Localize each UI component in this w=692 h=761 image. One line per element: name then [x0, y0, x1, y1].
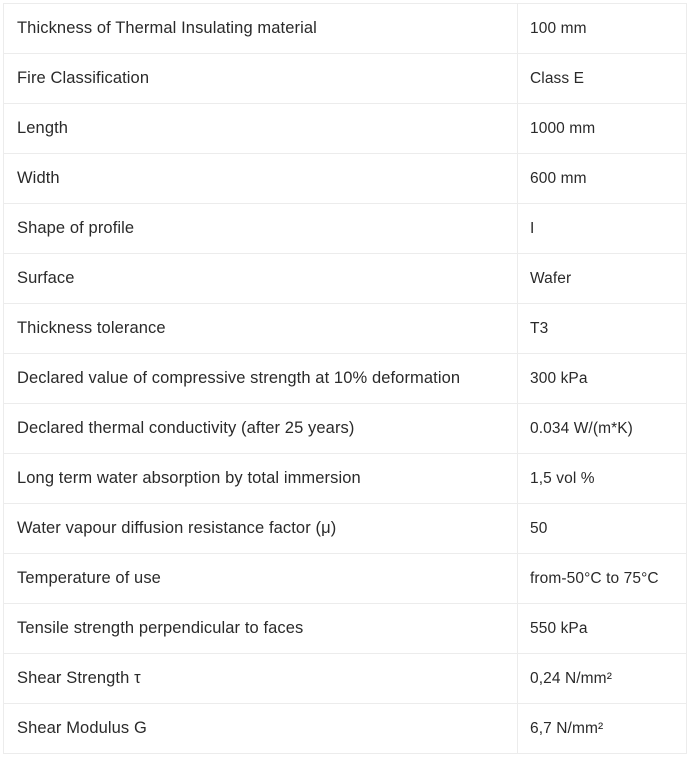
row-label: Declared value of compressive strength at 10% deformation: [4, 354, 518, 404]
row-value: 1000 mm: [518, 104, 687, 154]
row-value: T3: [518, 304, 687, 354]
table-row: [4, 304, 687, 354]
table-row: [4, 704, 687, 754]
row-label: Water vapour diffusion resistance factor (μ): [4, 504, 518, 554]
row-label: Shear Modulus G: [4, 704, 518, 754]
table-row: [4, 204, 687, 254]
row-value: 300 kPa: [518, 354, 687, 404]
row-label: Surface: [4, 254, 518, 304]
table-row: [4, 604, 687, 654]
table-row: [4, 454, 687, 504]
row-value: 550 kPa: [518, 604, 687, 654]
row-label: Temperature of use: [4, 554, 518, 604]
table-row: [4, 554, 687, 604]
row-value: 0,24 N/mm²: [518, 654, 687, 704]
row-value: Wafer: [518, 254, 687, 304]
table-row: [4, 4, 687, 54]
row-label: Shape of profile: [4, 204, 518, 254]
specifications-table: [3, 3, 687, 754]
row-value: 50: [518, 504, 687, 554]
row-value: 100 mm: [518, 4, 687, 54]
specifications-table-body: [4, 4, 687, 754]
row-label: Fire Classification: [4, 54, 518, 104]
row-value: 600 mm: [518, 154, 687, 204]
row-value: I: [518, 204, 687, 254]
row-label: Long term water absorption by total immersion: [4, 454, 518, 504]
row-label: Tensile strength perpendicular to faces: [4, 604, 518, 654]
table-row: [4, 404, 687, 454]
row-label: Thickness of Thermal Insulating material: [4, 4, 518, 54]
table-row: [4, 354, 687, 404]
table-row: [4, 104, 687, 154]
row-label: Width: [4, 154, 518, 204]
row-label: Declared thermal conductivity (after 25 years): [4, 404, 518, 454]
row-label: Length: [4, 104, 518, 154]
row-label: Thickness tolerance: [4, 304, 518, 354]
row-value: 6,7 N/mm²: [518, 704, 687, 754]
row-value: Class E: [518, 54, 687, 104]
row-value: 1,5 vol %: [518, 454, 687, 504]
row-value: from-50°C to 75°C: [518, 554, 687, 604]
table-row: [4, 54, 687, 104]
row-value: 0.034 W/(m*K): [518, 404, 687, 454]
row-label: Shear Strength τ: [4, 654, 518, 704]
table-row: [4, 154, 687, 204]
table-row: [4, 654, 687, 704]
table-row: [4, 504, 687, 554]
table-row: [4, 254, 687, 304]
